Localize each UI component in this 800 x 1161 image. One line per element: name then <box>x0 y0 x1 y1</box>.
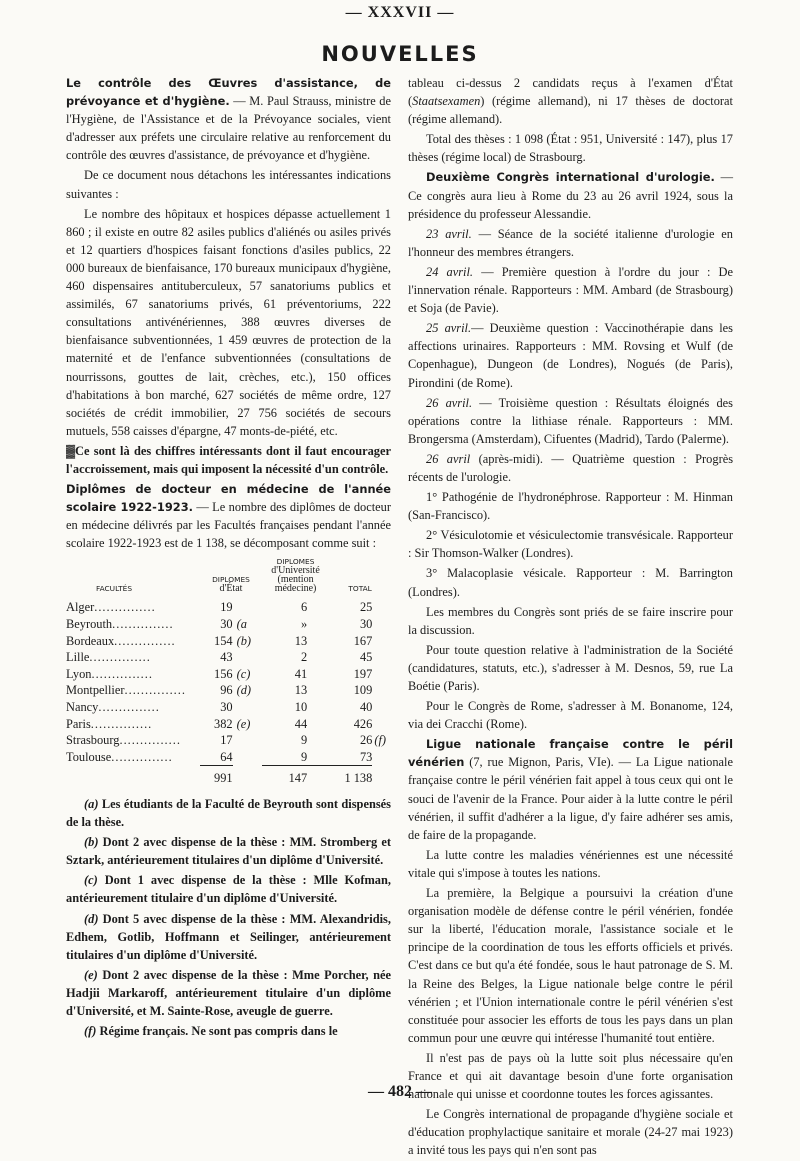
univ-cell: 44 <box>294 716 308 731</box>
header-diplomes-etat <box>200 556 262 599</box>
etat-cell: 154 <box>214 633 233 648</box>
faculte-name: Lille <box>66 650 90 665</box>
etat-cell: 30 <box>220 700 233 714</box>
total-cell: 73 <box>359 749 373 764</box>
header-etat-line1: DIPLOMES <box>212 575 250 585</box>
total-cell: 26 <box>359 733 373 748</box>
univ-cell: 13 <box>294 633 308 648</box>
totals-label-cell <box>66 766 200 787</box>
conclusion-text: Ce sont là des chiffres intéressants dont il faut encourager l'accroissement, mais qui imposent la nécessité d'un contrôle. <box>66 443 391 476</box>
totals-row <box>66 766 391 787</box>
etat-note-cell: (b) <box>236 633 252 648</box>
table-row <box>66 599 391 616</box>
text-26-avril-pm: (après-midi). — Quatrième question : Progrès récents de l'urologie. <box>408 451 734 484</box>
heading-controle-oeuvres: Le contrôle des Œuvres d'assistance, de prévoyance et d'hygiène. <box>66 76 391 109</box>
totals-spacer <box>372 766 391 787</box>
date-24-avril: 24 avril. <box>426 264 474 279</box>
etat-note-cell <box>233 749 262 766</box>
footnote-text: Dont 2 avec dispense de la thèse : MM. Stromberg et Sztark, antérieurement titulaires d'un diplôme d'Université. <box>66 835 391 868</box>
univ-cell: 10 <box>294 700 308 714</box>
footnote-label: (b) <box>84 835 99 850</box>
etat-cell: 30 <box>220 617 233 632</box>
totals-spacer <box>233 766 262 787</box>
faculte-cell <box>66 682 200 699</box>
paragraph-congres <box>408 168 733 222</box>
leader-dots: ............... <box>94 600 156 615</box>
section-title: NOUVELLES <box>321 42 479 66</box>
etat-note-cell: (c) <box>236 666 251 681</box>
question-2: 2° Vésiculotomie et vésiculectomie transvésicale. Rapporteur : Sir Thomson-Walker (Londres). <box>408 528 733 561</box>
paragraph-diplomes <box>66 480 391 552</box>
total-note-cell <box>372 666 391 683</box>
continuation-text: tableau ci-dessus 2 candidats reçus à l'examen d'État ( <box>408 76 733 109</box>
paragraph-controle <box>66 74 391 164</box>
diplomes-table <box>66 556 391 787</box>
heading-ligue: Ligue nationale française contre le péril vénérien <box>408 737 733 770</box>
paragraph-26-avril-pm <box>408 450 733 486</box>
faculte-name: Toulouse <box>66 750 112 765</box>
table-row <box>66 649 391 666</box>
table-row <box>66 749 391 766</box>
univ-cell: » <box>300 617 308 632</box>
staatsexamen-term: Staatsexamen <box>412 94 481 109</box>
paragraph-lutte: La lutte contre les maladies vénériennes est une nécessité vitale qui s'impose à toutes les nations. <box>408 847 733 880</box>
footnote-label: (c) <box>84 873 98 888</box>
univ-cell: 13 <box>294 683 308 698</box>
total-note-cell <box>372 699 391 716</box>
paragraph-26-avril <box>408 394 733 448</box>
leader-dots: ............... <box>98 700 160 714</box>
date-26-avril: 26 avril. <box>426 395 473 410</box>
univ-cell: 9 <box>300 733 308 748</box>
etat-cell: 156 <box>214 666 233 681</box>
univ-cell: 6 <box>300 600 308 615</box>
question-3: 3° Malacoplasie vésicale. Rapporteur : M. Barrington (Londres). <box>408 566 733 599</box>
text-congres: — Ce congrès aura lieu à Rome du 23 au 26 avril 1924, sous la présidence du professeur Alessandie. <box>408 170 733 221</box>
paragraph-24-avril <box>408 263 733 317</box>
faculte-name: Paris <box>66 716 91 731</box>
text-25-avril: — Deuxième question : Vaccinothérapie dans les affections urinaires. Rapporteurs : MM. Rovsing et Wulf (de Copenhague), Dungeon (de Londres), Nogués (de Paris), Pirondini (de Rome). <box>408 321 733 390</box>
paragraph-23-avril <box>408 225 733 261</box>
faculte-name: Montpellier <box>66 683 125 698</box>
text-26-avril: — Troisième question : Résultats éloignés des opérations contre la lithiase rénale. Rapporteurs : MM. Brongersma (Amsterdam), Cifuentes (Madrid), Tardo (Palerme). <box>408 395 733 446</box>
faculte-cell <box>66 716 200 733</box>
paragraph-total-theses: Total des thèses : 1 098 (État : 951, Université : 147), plus 17 thèses (régime local) de Strasbourg. <box>408 132 733 165</box>
footnote-label: (e) <box>84 967 98 982</box>
footnote-label: (a) <box>84 796 99 811</box>
total-note-cell: (f) <box>374 733 387 748</box>
total-cell: 30 <box>359 617 373 632</box>
text-23-avril: — Séance de la société italienne d'urologie en l'honneur des membres étrangers. <box>408 226 733 259</box>
faculte-name: Nancy <box>66 700 99 714</box>
paragraph-inscription: Les membres du Congrès sont priés de se faire inscrire pour la discussion. <box>408 604 733 637</box>
header-univ-line3: (mention médecine) <box>274 574 317 595</box>
total-cell: 426 <box>353 716 373 731</box>
etat-cell: 19 <box>220 600 233 615</box>
table-row <box>66 616 391 633</box>
paragraph-conclusion <box>66 442 391 478</box>
total-cell: 109 <box>353 683 373 698</box>
etat-cell: 96 <box>220 683 233 698</box>
leader-dots: ............... <box>111 750 173 765</box>
total-note-cell <box>372 716 391 733</box>
footnote-text: Dont 2 avec dispense de la thèse : Mme Porcher, née Hadjii Markaroff, antérieurement titulaire d'un diplôme d'Université, et M. Sainte-Rose, aveugle de guerre. <box>66 967 391 1018</box>
footnote <box>66 1022 391 1040</box>
faculte-cell <box>66 666 200 683</box>
total-note-cell <box>372 616 391 633</box>
faculte-cell <box>66 749 200 766</box>
page-number: — 482 — <box>368 1083 432 1100</box>
paragraph-ligue <box>408 735 733 844</box>
heading-congres-urologie: Deuxième Congrès international d'urologie. <box>426 170 715 185</box>
total-note-cell <box>372 749 391 766</box>
faculte-cell <box>66 599 200 616</box>
faculte-name: Alger <box>66 600 95 615</box>
table-body <box>66 599 391 787</box>
header-univ-line1: DIPLOMES <box>276 557 315 567</box>
paragraph-france: Il n'est pas de pays où la lutte soit plus nécessaire qu'en France et qui ait davantage besoin d'une forte organisation nationale qui unisse et coordonne toutes les forces agissantes. <box>408 1050 733 1102</box>
univ-cell: 41 <box>294 666 308 681</box>
total-cell: 167 <box>353 633 373 648</box>
univ-cell: 2 <box>300 650 308 665</box>
table-row <box>66 716 391 733</box>
leader-dots: ............... <box>89 650 151 665</box>
header-diplomes-universite <box>262 556 329 599</box>
table-row <box>66 633 391 650</box>
etat-cell: 382 <box>214 716 233 731</box>
text-diplomes: — Le nombre des diplômes de docteur en médecine délivrés par les Facultés françaises pendant l'année scolaire 1922-1923 est de 1 138, se décomposant comme suit : <box>66 500 391 551</box>
text-controle-oeuvres: — M. Paul Strauss, ministre de l'Hygiène, de l'Assistance et de la Prévoyance sociales, vient d'adresser aux préfets une circulaire relative au renforcement du contrôle des œuvres d'assistance, de prévoyance et d'hygiène. <box>66 94 391 163</box>
date-26-avril-pm: 26 avril <box>426 451 471 466</box>
paragraph-25-avril <box>408 319 733 391</box>
table-row <box>66 666 391 683</box>
table-row <box>66 699 391 716</box>
total-univ-cell: 147 <box>262 766 329 787</box>
leader-dots: ............... <box>112 617 174 632</box>
leader-dots: ............... <box>90 716 153 731</box>
footnote <box>66 910 391 964</box>
paragraph-administration: Pour toute question relative à l'administration de la Société (candidatures, statuts, etc.), s'adresser à M. Desnos, 59, rue La Boétie (Paris). <box>408 642 733 693</box>
right-column <box>408 74 733 1161</box>
footnote-text: Régime français. Ne sont pas compris dans le <box>99 1024 338 1039</box>
univ-cell: 9 <box>300 749 308 764</box>
footnote <box>66 871 391 907</box>
paragraph-indications: De ce document nous détachons les intéressantes indications suivantes : <box>66 168 391 201</box>
total-cell: 197 <box>353 666 373 681</box>
footnote-label: (d) <box>84 911 99 926</box>
faculte-cell <box>66 616 200 633</box>
faculte-name: Strasbourg <box>66 733 120 748</box>
total-etat-cell: 991 <box>200 766 233 787</box>
footnotes <box>66 795 391 1040</box>
header-etat-line2: d'État <box>219 583 243 595</box>
text-24-avril: — Première question à l'ordre du jour : De l'innervation rénale. Rapporteurs : MM. Ambard (de Strasbourg) et Soja (de Pavie). <box>408 264 733 316</box>
etat-cell: 43 <box>220 650 233 665</box>
total-cell: 45 <box>359 650 373 665</box>
faculte-name: Lyon <box>66 666 92 681</box>
etat-note-cell: (e) <box>236 716 251 731</box>
etat-note-cell <box>233 599 262 616</box>
header-facultes: FACULTÉS <box>96 584 133 594</box>
etat-note-cell: (d) <box>236 683 252 698</box>
paragraph-statistics: Le nombre des hôpitaux et hospices dépasse actuellement 1 860 ; il existe en outre 82 asiles publics d'aliénés ou asiles privés et 12 quartiers d'hospices faisant fonctions d'asiles publics, 22 000 bureaux de bienfaisance, 170 bureaux municipaux d'hygiène, 460 dispensaires antituberculeux, 57 sanatoriums publics et assimilés, 67 sanatoriums privés, 61 préventoriums, 222 consultations antivénériennes, 388 œuvres diverses de bienfaisance subventionnées, 1 459 œuvres de protection de la maternité et de l'enfance subventionnées (consultations de nourrissons, gouttes de lait, crèches, etc.), 150 offices d'habitations à bon marché, 627 sociétés de même ordre, 127 sociétés de crédit immobilier, 27 756 sociétés de secours mutuels, 558 caisses d'épargne, 47 monts-de-piété, etc. <box>66 206 391 438</box>
paragraph-belgique: La première, la Belgique a poursuivi la création d'une organisation modèle de défense contre le péril vénérien, fondée sur la liberté, l'éducation morale, l'assistance sociale et le principe de la coordination de tous les efforts officiels et privés. C'est dans ce but qu'a été fondée, sous le haut patronage de S. M. la Reine des Belges, la Ligue nationale belge contre le péril vénérien ; et l'Union internationale contre le péril vénérien s'est constituée pour associer les efforts de tous les pays dans un plan commun pour une œuvre qui intéresse l'humanité tout entière. <box>408 886 733 1045</box>
footnote-text: Les étudiants de la Faculté de Beyrouth sont dispensés de la thèse. <box>66 796 391 830</box>
etat-note-cell <box>233 699 262 716</box>
paragraph-rome: Pour le Congrès de Rome, s'adresser à M. Bonanome, 124, via dei Cracchi (Rome). <box>408 699 733 732</box>
footnote <box>66 833 391 869</box>
paragraph-continuation <box>408 74 733 128</box>
faculte-cell <box>66 699 200 716</box>
etat-cell: 17 <box>220 733 233 748</box>
total-note-cell <box>372 682 391 699</box>
print-mark: ▓ <box>66 443 76 458</box>
date-25-avril: 25 avril. <box>426 321 472 336</box>
leader-dots: ............... <box>119 733 181 748</box>
continuation-rest: ) (régime allemand), ni 17 thèses de doctorat (régime allemand). <box>408 94 733 127</box>
leader-dots: ............... <box>124 683 186 698</box>
etat-cell: 64 <box>220 749 233 764</box>
paragraph-congres-propagande: Le Congrès international de propagande d'hygiène sociale et d'éducation prophylactique sanitaire et morale (24-27 mai 1923) a invité tous les pays qui n'en sont pas <box>408 1107 733 1158</box>
total-cell: 40 <box>359 700 373 714</box>
faculte-cell <box>66 633 200 650</box>
question-1: 1° Pathogénie de l'hydronéphrose. Rapporteur : M. Hinman (San-Francisco). <box>408 490 733 523</box>
etat-note-cell <box>233 732 262 749</box>
footnote-text: Dont 5 avec dispense de la thèse : MM. Alexandridis, Edhem, Gotlib, Hoffmann et Seilinger, antérieurement titulaires d'un diplôme d'Université. <box>66 911 391 962</box>
etat-note-cell <box>233 649 262 666</box>
faculte-name: Beyrouth <box>66 617 113 632</box>
table-row <box>66 682 391 699</box>
footnote-label: (f) <box>84 1024 97 1039</box>
heading-diplomes: Diplômes de docteur en médecine de l'année scolaire 1922-1923. <box>66 482 391 515</box>
faculte-cell <box>66 649 200 666</box>
date-23-avril: 23 avril. <box>426 226 472 241</box>
leader-dots: ............... <box>114 633 176 648</box>
footnote <box>66 795 391 831</box>
total-total-cell: 1 138 <box>329 766 372 787</box>
faculte-name: Bordeaux <box>66 633 115 648</box>
header-univ-line2: d'Université <box>271 565 320 577</box>
total-note-cell <box>372 599 391 616</box>
total-cell: 25 <box>359 600 373 615</box>
table-row <box>66 732 391 749</box>
leader-dots: ............... <box>91 666 153 681</box>
etat-note-cell: (a <box>236 617 247 632</box>
total-note-cell <box>372 649 391 666</box>
faculte-cell <box>66 732 200 749</box>
total-note-cell <box>372 633 391 650</box>
footnote-text: Dont 1 avec dispense de la thèse : Mlle Kofman, antérieurement titulaire d'un diplôme d'Université. <box>66 873 391 906</box>
text-ligue: (7, rue Mignon, Paris, VIe). — La Ligue nationale française contre le péril vénérien fait appel à tous ceux qui ont le souci de l'avenir de la France. Pour aider à la lutte contre le péril vénérien, il suffit d'adhérer a la ligue, d'y faire adhérer ses amis, de faire de la propagande. <box>408 755 733 842</box>
page-roman-numeral: — XXXVII — <box>345 4 455 21</box>
header-total: TOTAL <box>348 584 372 594</box>
footnote <box>66 966 391 1020</box>
left-column <box>66 74 391 1042</box>
